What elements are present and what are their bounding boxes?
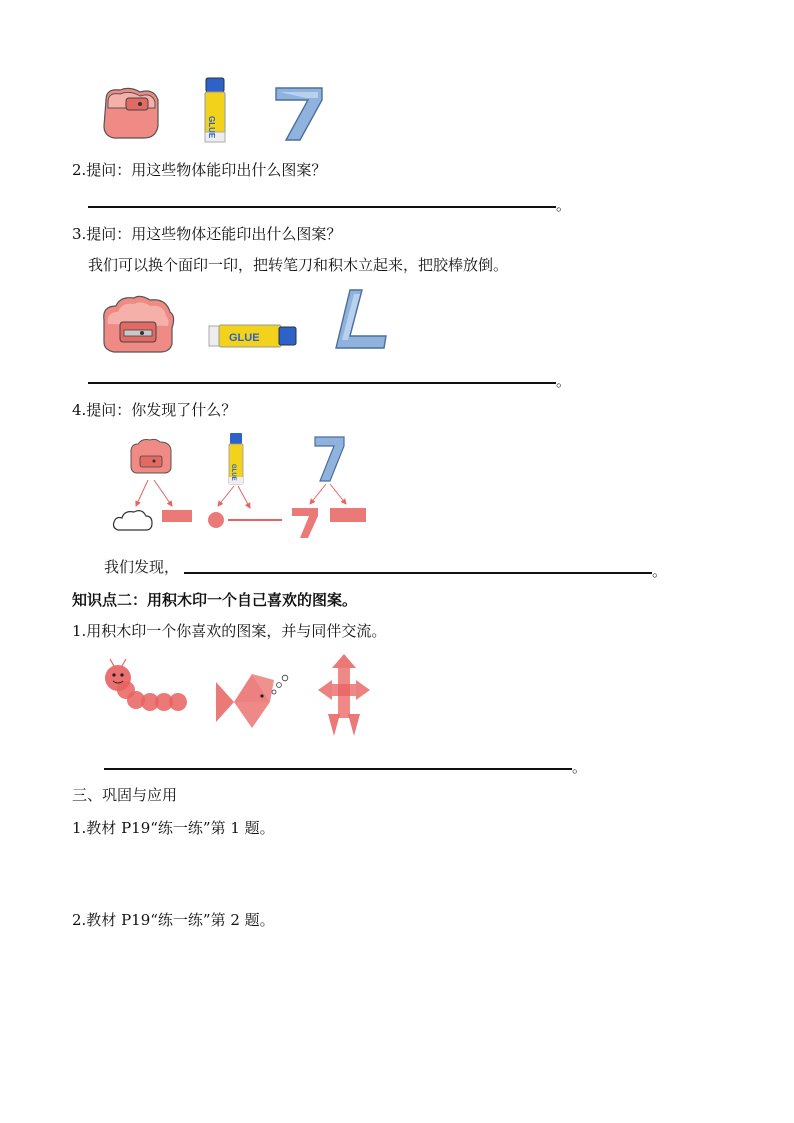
exercise-1: 1.教材 P19“练一练”第 1 题。 xyxy=(72,819,275,837)
arrow-seven-to-rectangle xyxy=(330,484,346,504)
question-2-period: 。 xyxy=(556,196,572,214)
sharpener-image-small xyxy=(128,438,174,474)
arrow-sharpener-to-rectangle xyxy=(154,480,172,506)
rectangle-print-2 xyxy=(330,508,366,522)
cloud-print xyxy=(114,511,153,530)
question-2-prompt: 2.提问：用这些物体能印出什么图案？ xyxy=(72,161,327,179)
knowledge-point-2-period: 。 xyxy=(572,758,588,776)
glue-label-lying: GLUE xyxy=(229,332,260,344)
knowledge-point-2-task: 1.用积木印一个你喜欢的图案，并与同伴交流。 xyxy=(72,622,387,640)
arrow-seven-to-seven-print xyxy=(310,484,326,504)
fish-pattern-image xyxy=(212,670,292,732)
caterpillar-pattern-image xyxy=(100,658,190,720)
question-4-answer-line[interactable] xyxy=(184,572,652,574)
block-l-image-standing xyxy=(332,286,390,352)
sharpener-image-top xyxy=(100,84,162,142)
question-3-hint: 我们可以换个面印一印，把转笔刀和积木立起来，把胶棒放倒。 xyxy=(88,256,509,274)
glue-label-small: GLUE xyxy=(230,464,236,481)
circle-print xyxy=(208,512,224,528)
print-arrows-diagram xyxy=(110,478,380,538)
arrow-figure-pattern-image xyxy=(318,654,370,738)
block-seven-image-small xyxy=(312,435,346,483)
knowledge-point-2-heading: 知识点二：用积木印一个自己喜欢的图案。 xyxy=(72,591,358,609)
knowledge-point-2-answer-line[interactable] xyxy=(104,768,572,770)
question-3-answer-line[interactable] xyxy=(88,382,556,384)
seven-print xyxy=(292,508,318,538)
block-seven-image-top xyxy=(270,84,326,142)
exercise-2: 2.教材 P19“练一练”第 2 题。 xyxy=(72,911,275,929)
question-4-period: 。 xyxy=(652,562,668,580)
glue-stick-image-top xyxy=(202,78,228,144)
section-3-heading: 三、巩固与应用 xyxy=(72,786,178,804)
sharpener-image-standing xyxy=(100,294,176,354)
question-2-answer-line[interactable] xyxy=(88,206,556,208)
question-3-prompt: 3.提问：用这些物体还能印出什么图案？ xyxy=(72,225,342,243)
question-4-answer-lead: 我们发现， xyxy=(104,558,180,576)
question-3-period: 。 xyxy=(556,372,572,390)
arrow-glue-to-circle xyxy=(218,486,234,506)
rectangle-print-1 xyxy=(162,510,192,522)
glue-stick-image-lying xyxy=(209,322,297,350)
arrow-sharpener-to-cloud xyxy=(136,480,148,506)
arrow-glue-to-line xyxy=(238,486,250,508)
glue-label-top: GLUE xyxy=(207,116,216,139)
question-4-prompt: 4.提问：你发现了什么？ xyxy=(72,401,237,419)
